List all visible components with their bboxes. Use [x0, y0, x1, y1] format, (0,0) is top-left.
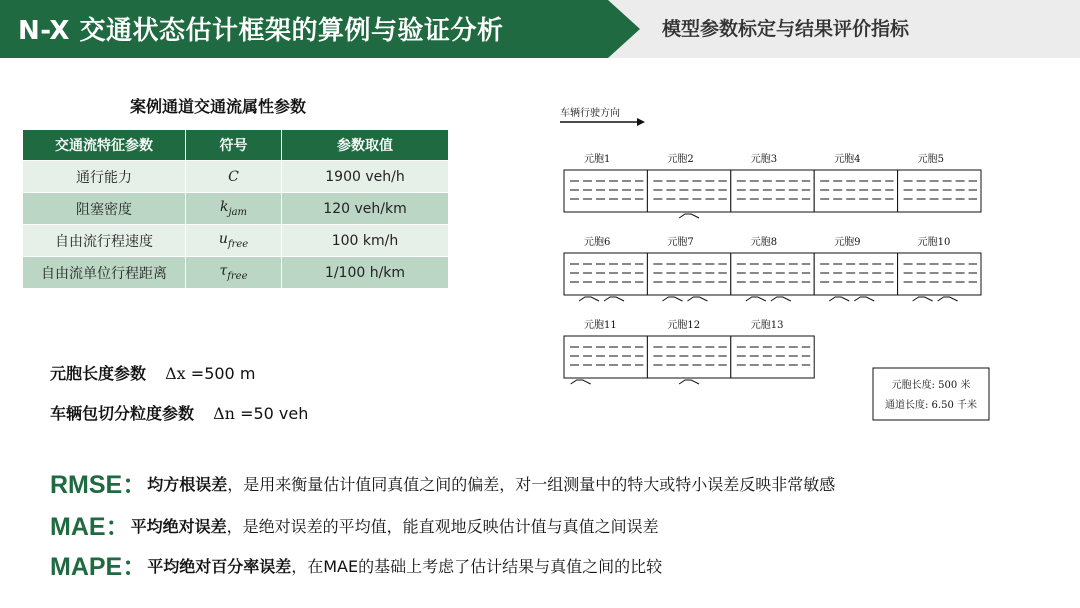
- table-row: [23, 161, 449, 193]
- ramp-marker: [687, 297, 707, 301]
- direction-label: 车辆行驶方向: [560, 108, 620, 119]
- metric-key: MAE：: [50, 513, 131, 541]
- info-corridor-length: 通道长度: 6.50 千米: [885, 400, 977, 411]
- param-name-cell: 阻塞密度: [23, 193, 186, 225]
- cell-box: [898, 253, 981, 295]
- metric-name: 平均绝对百分率误差: [147, 557, 292, 576]
- ramp-marker: [938, 297, 958, 301]
- header-cell-symbol: 符号: [186, 130, 282, 161]
- metric-key: MAPE：: [50, 553, 148, 581]
- cell-length-label: 元胞长度参数: [50, 364, 147, 383]
- param-value-cell: 100 km/h: [282, 225, 449, 257]
- granularity-param: [50, 401, 308, 424]
- cell-box: [898, 170, 981, 212]
- cell-box: [647, 253, 730, 295]
- cell-rows: [564, 153, 981, 384]
- param-value-cell: 120 veh/km: [282, 193, 449, 225]
- ramp-marker: [854, 297, 874, 301]
- cell-box: [564, 336, 647, 378]
- symbol-main: k: [219, 199, 229, 216]
- cell-label: 元胞8: [750, 237, 778, 248]
- direction-arrowhead: [637, 118, 645, 126]
- cell-label: 元胞1: [584, 154, 611, 165]
- param-name-cell: 自由流行程速度: [23, 225, 186, 257]
- cell-box: [564, 253, 647, 295]
- metric-name: 均方根误差: [147, 475, 228, 494]
- cell-label: 元胞12: [667, 320, 701, 331]
- symbol-main: τ: [219, 263, 228, 280]
- traffic-parameter-table: [23, 130, 449, 289]
- cell-length-param: [50, 361, 255, 384]
- granularity-value: =50 veh: [240, 404, 309, 423]
- symbol-main: C: [228, 168, 239, 185]
- cell-length-value: =500 m: [190, 364, 256, 383]
- cell-label: 元胞2: [667, 154, 694, 165]
- ramp-marker: [746, 297, 766, 301]
- param-name-cell: 自由流单位行程距离: [23, 257, 186, 289]
- info-box: [873, 368, 989, 420]
- param-symbol-cell: [186, 257, 282, 289]
- page-title: N-X 交通状态估计框架的算例与验证分析: [18, 16, 504, 46]
- symbol-subscript: free: [227, 238, 249, 250]
- symbol-subscript: jam: [228, 206, 248, 218]
- cell-box: [731, 170, 814, 212]
- info-cell-length: 元胞长度: 500 米: [891, 380, 971, 391]
- cell-label: 元胞11: [584, 320, 617, 331]
- metric-desc: ，在MAE的基础上考虑了估计结果与真值之间的比较: [291, 557, 663, 576]
- table-header-row: [23, 130, 449, 161]
- header-cell-value: 参数取值: [282, 130, 449, 161]
- table-row: [23, 193, 449, 225]
- cell-box: [731, 336, 814, 378]
- ramp-marker: [913, 297, 933, 301]
- metric-rmse: [50, 465, 835, 501]
- metric-key: RMSE：: [50, 471, 148, 499]
- metric-mape: [50, 547, 662, 583]
- param-symbol-cell: [186, 193, 282, 225]
- ramp-marker: [771, 297, 791, 301]
- page-subtitle: 模型参数标定与结果评价指标: [662, 18, 910, 40]
- param-value-cell: 1/100 h/km: [282, 257, 449, 289]
- metric-name: 平均绝对误差: [130, 517, 227, 536]
- symbol-subscript: free: [227, 270, 248, 282]
- table-caption: 案例通道交通流属性参数: [130, 97, 307, 116]
- cell-box: [564, 170, 647, 212]
- cell-layout-diagram: [555, 100, 1000, 430]
- ramp-marker: [571, 380, 591, 384]
- cell-label: 元胞10: [917, 237, 951, 248]
- symbol-main: u: [218, 231, 228, 248]
- cell-length-symbol: Δx: [165, 364, 186, 383]
- ramp-marker: [679, 214, 699, 218]
- metric-mae: [50, 507, 659, 543]
- param-value-cell: 1900 veh/h: [282, 161, 449, 193]
- ramp-marker: [579, 297, 599, 301]
- header-cell-param: 交通流特征参数: [23, 130, 186, 161]
- metric-desc: ，是绝对误差的平均值，能直观地反映估计值与真值之间误差: [226, 517, 659, 536]
- ramp-marker: [662, 297, 682, 301]
- param-name-cell: 通行能力: [23, 161, 186, 193]
- cell-box: [814, 170, 897, 212]
- cell-label: 元胞4: [834, 154, 861, 165]
- header-bar: [0, 0, 1080, 58]
- table-row: [23, 257, 449, 289]
- param-symbol-cell: [186, 225, 282, 257]
- granularity-symbol: Δn: [213, 404, 235, 423]
- cell-box: [647, 336, 730, 378]
- cell-box: [814, 253, 897, 295]
- granularity-label: 车辆包切分粒度参数: [50, 404, 195, 423]
- cell-label: 元胞13: [750, 320, 784, 331]
- cell-label: 元胞7: [667, 237, 694, 248]
- ramp-marker: [604, 297, 624, 301]
- ramp-marker: [829, 297, 849, 301]
- cell-box: [731, 253, 814, 295]
- param-symbol-cell: [186, 161, 282, 193]
- cell-label: 元胞3: [750, 154, 778, 165]
- cell-box: [647, 170, 730, 212]
- cell-label: 元胞9: [834, 237, 861, 248]
- table-row: [23, 225, 449, 257]
- metric-desc: ，是用来衡量估计值同真值之间的偏差，对一组测量中的特大或特小误差反映非常敏感: [227, 475, 836, 494]
- cell-label: 元胞6: [584, 237, 611, 248]
- cell-label: 元胞5: [917, 154, 944, 165]
- ramp-marker: [679, 380, 699, 384]
